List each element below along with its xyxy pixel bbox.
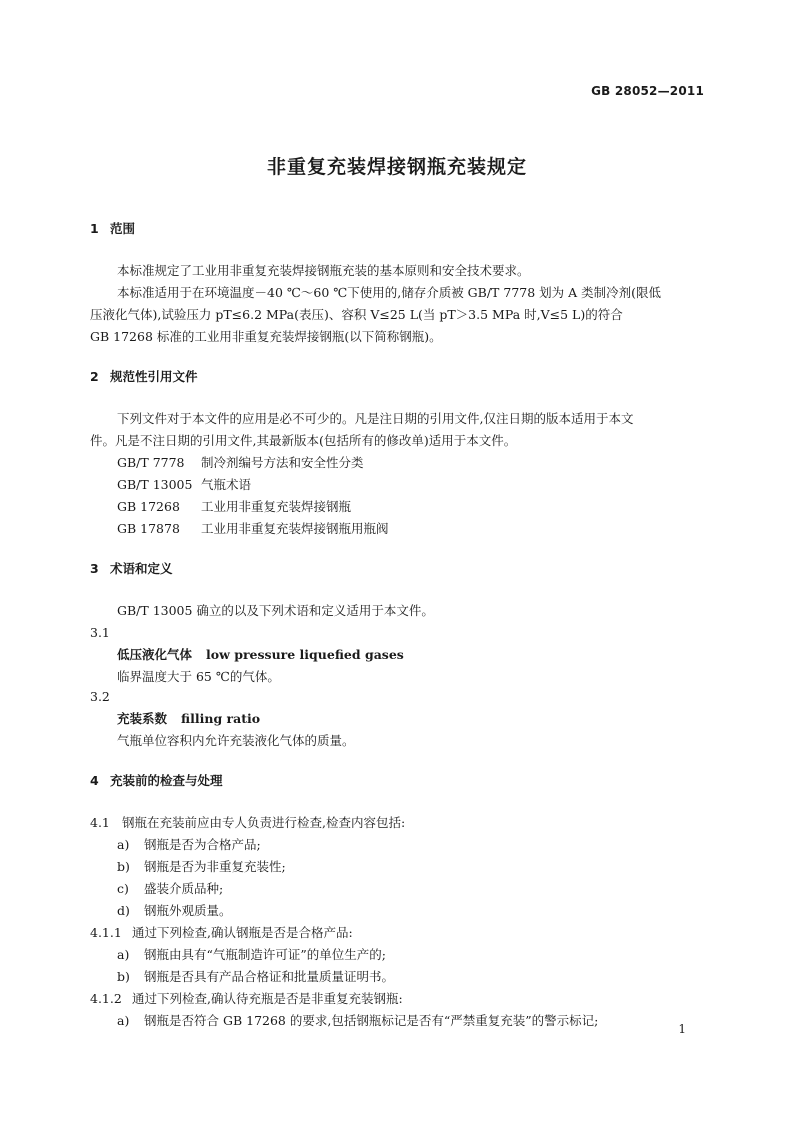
section-1-paragraph-2-line-3: GB 17268 标准的工业用非重复充装焊接钢瓶(以下简称钢瓶)。 (90, 329, 442, 344)
term-number: 3.2 (90, 689, 110, 704)
section-1-heading: 1 范围 (90, 221, 136, 236)
reference-item: GB/T 13005 气瓶术语 (117, 477, 252, 492)
list-item: d) 钢瓶外观质量。 (117, 903, 232, 918)
section-1-paragraph-2-line-2: 压液化气体),试验压力 pT≤6.2 MPa(表压)、容积 V≤25 L(当 pT＞3.5 MPa 时,V≤5 L)的符合 (90, 307, 623, 322)
term-number: 3.1 (90, 625, 110, 640)
term-definition: 气瓶单位容积内允许充装液化气体的质量。 (117, 733, 355, 748)
term-heading: 充装系数 filling ratio (117, 711, 261, 726)
reference-item: GB 17268 工业用非重复充装焊接钢瓶 (117, 499, 352, 514)
reference-item: GB/T 7778 制冷剂编号方法和安全性分类 (117, 455, 364, 470)
term-heading: 低压液化气体 low pressure liquefied gases (117, 647, 404, 662)
list-item: a) 钢瓶由具有“气瓶制造许可证”的单位生产的; (117, 947, 386, 962)
list-item: a) 钢瓶是否符合 GB 17268 的要求,包括钢瓶标记是否有“严禁重复充装”的警示标记; (117, 1013, 599, 1028)
list-item: b) 钢瓶是否为非重复充装性; (117, 859, 286, 874)
section-2-paragraph-line-1: 下列文件对于本文件的应用是必不可少的。凡是注日期的引用文件,仅注日期的版本适用于本文 (117, 411, 634, 426)
section-1-paragraph-1: 本标准规定了工业用非重复充装焊接钢瓶充装的基本原则和安全技术要求。 (117, 263, 530, 278)
page-number: 1 (678, 1022, 686, 1036)
standard-code: GB 28052—2011 (591, 84, 704, 98)
section-3-heading: 3 术语和定义 (90, 561, 173, 576)
section-2-paragraph-line-2: 件。凡是不注日期的引用文件,其最新版本(包括所有的修改单)适用于本文件。 (90, 433, 517, 448)
term-definition: 临界温度大于 65 ℃的气体。 (117, 669, 280, 684)
section-3-paragraph: GB/T 13005 确立的以及下列术语和定义适用于本文件。 (117, 603, 434, 618)
section-4-heading: 4 充装前的检查与处理 (90, 773, 223, 788)
clause-4-1-2: 4.1.2 通过下列检查,确认待充瓶是否是非重复充装钢瓶: (90, 991, 403, 1006)
list-item: a) 钢瓶是否为合格产品; (117, 837, 261, 852)
clause-4-1: 4.1 钢瓶在充装前应由专人负责进行检查,检查内容包括: (90, 815, 406, 830)
clause-4-1-1: 4.1.1 通过下列检查,确认钢瓶是否是合格产品: (90, 925, 353, 940)
list-item: b) 钢瓶是否具有产品合格证和批量质量证明书。 (117, 969, 395, 984)
section-2-heading: 2 规范性引用文件 (90, 369, 198, 384)
list-item: c) 盛装介质品种; (117, 881, 224, 896)
reference-item: GB 17878 工业用非重复充装焊接钢瓶用瓶阀 (117, 521, 389, 536)
document-title: 非重复充装焊接钢瓶充装规定 (266, 156, 527, 178)
section-1-paragraph-2-line-1: 本标准适用于在环境温度－40 ℃～60 ℃下使用的,储存介质被 GB/T 7778 划为 A 类制冷剂(限低 (117, 285, 662, 300)
